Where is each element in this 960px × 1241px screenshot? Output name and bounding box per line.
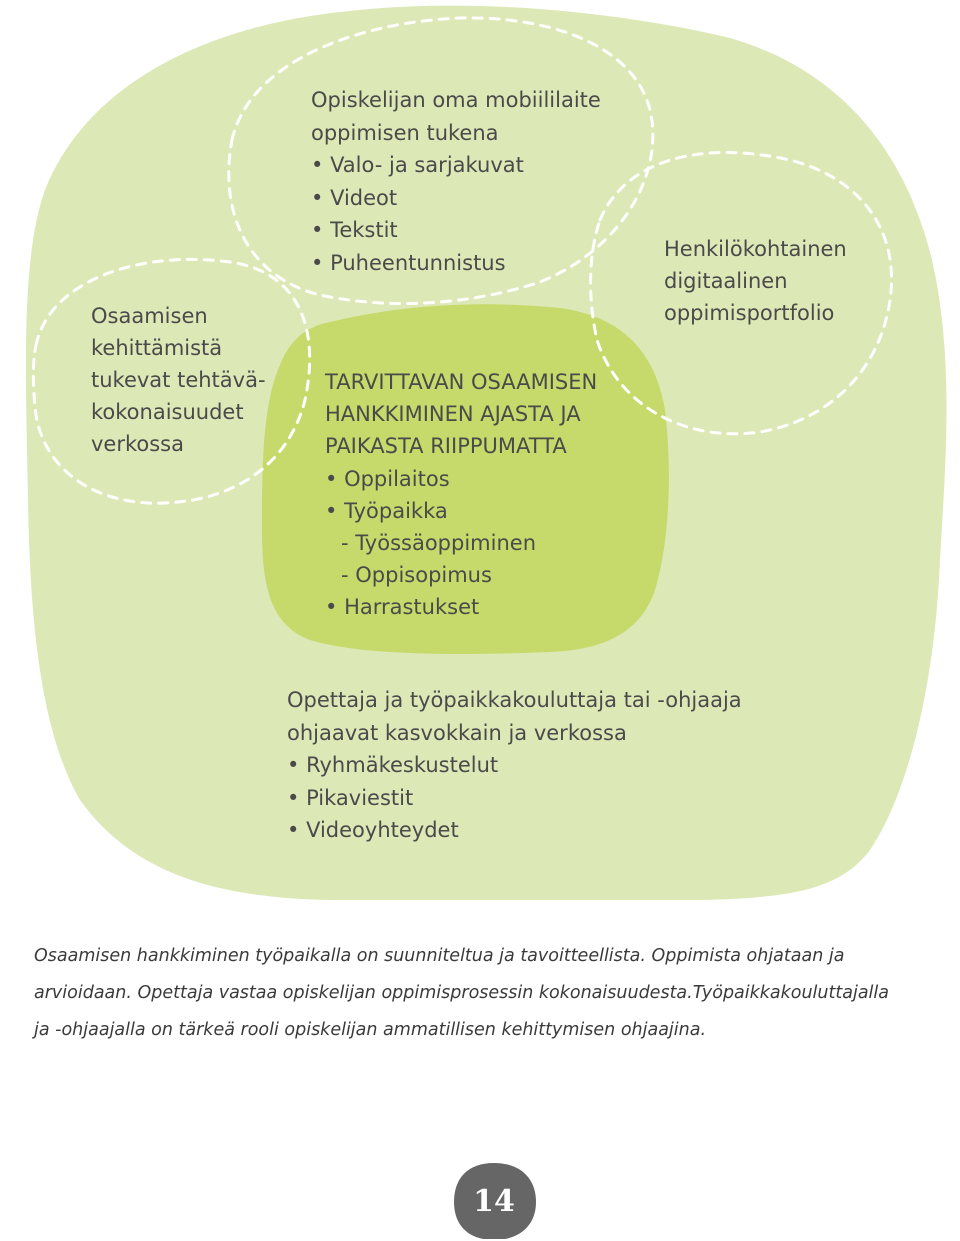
- center-bullet-tyopaikka: • Työpaikka: [325, 495, 597, 527]
- portfolio-line: Henkilökohtainen: [664, 237, 847, 261]
- mobile-block: [311, 84, 601, 279]
- portfolio-block: [664, 233, 847, 329]
- center-sub-item: - Oppisopimus: [341, 563, 492, 588]
- center-block: [325, 366, 597, 624]
- teacher-bullet: • Videoyhteydet: [287, 814, 742, 847]
- mobile-title-line-2: oppimisen tukena: [311, 120, 499, 145]
- tasks-line: kehittämistä: [91, 336, 223, 360]
- tasks-line: tukevat tehtävä-: [91, 368, 266, 392]
- teacher-line: ohjaavat kasvokkain ja verkossa: [287, 720, 627, 745]
- footer-caption: [34, 938, 914, 1049]
- tasks-line: Osaamisen: [91, 304, 208, 328]
- tasks-line: verkossa: [91, 432, 184, 456]
- portfolio-line: oppimisportfolio: [664, 301, 835, 325]
- teacher-line: Opettaja ja työpaikkakouluttaja tai -ohjaaja: [287, 688, 742, 712]
- center-heading-line: PAIKASTA RIIPPUMATTA: [325, 434, 567, 459]
- mobile-bullet: • Puheentunnistus: [311, 247, 601, 280]
- teacher-bullet: • Pikaviestit: [287, 782, 742, 815]
- mobile-title-line-1: Opiskelijan oma mobiililaite: [311, 88, 601, 112]
- mobile-bullet: • Valo- ja sarjakuvat: [311, 149, 601, 182]
- teacher-bullet: • Ryhmäkeskustelut: [287, 749, 742, 782]
- page-number: 14: [473, 1183, 515, 1219]
- center-heading-line: TARVITTAVAN OSAAMISEN: [325, 370, 598, 394]
- caption-line: arvioidaan. Opettaja vastaa opiskelijan oppimisprosessin kokonaisuudesta.Työpaikkakouluttajalla: [34, 983, 889, 1003]
- center-bullet-harrastukset: • Harrastukset: [325, 591, 597, 623]
- center-sub-item: - Työssäoppiminen: [341, 531, 537, 556]
- tasks-block: [91, 300, 266, 460]
- teacher-block: [287, 684, 742, 847]
- mobile-bullet: • Videot: [311, 182, 601, 215]
- caption-line: ja -ohjaajalla on tärkeä rooli opiskelijan ammatillisen kehittymisen ohjaajina.: [34, 1020, 707, 1040]
- mobile-bullet: • Tekstit: [311, 214, 601, 247]
- caption-line: Osaamisen hankkiminen työpaikalla on suunniteltua ja tavoitteellista. Oppimista ohjataan ja: [34, 946, 845, 966]
- tasks-line: kokonaisuudet: [91, 400, 244, 424]
- center-heading-line: HANKKIMINEN AJASTA JA: [325, 402, 581, 427]
- portfolio-line: digitaalinen: [664, 269, 788, 293]
- center-bullet-oppilaitos: • Oppilaitos: [325, 463, 597, 495]
